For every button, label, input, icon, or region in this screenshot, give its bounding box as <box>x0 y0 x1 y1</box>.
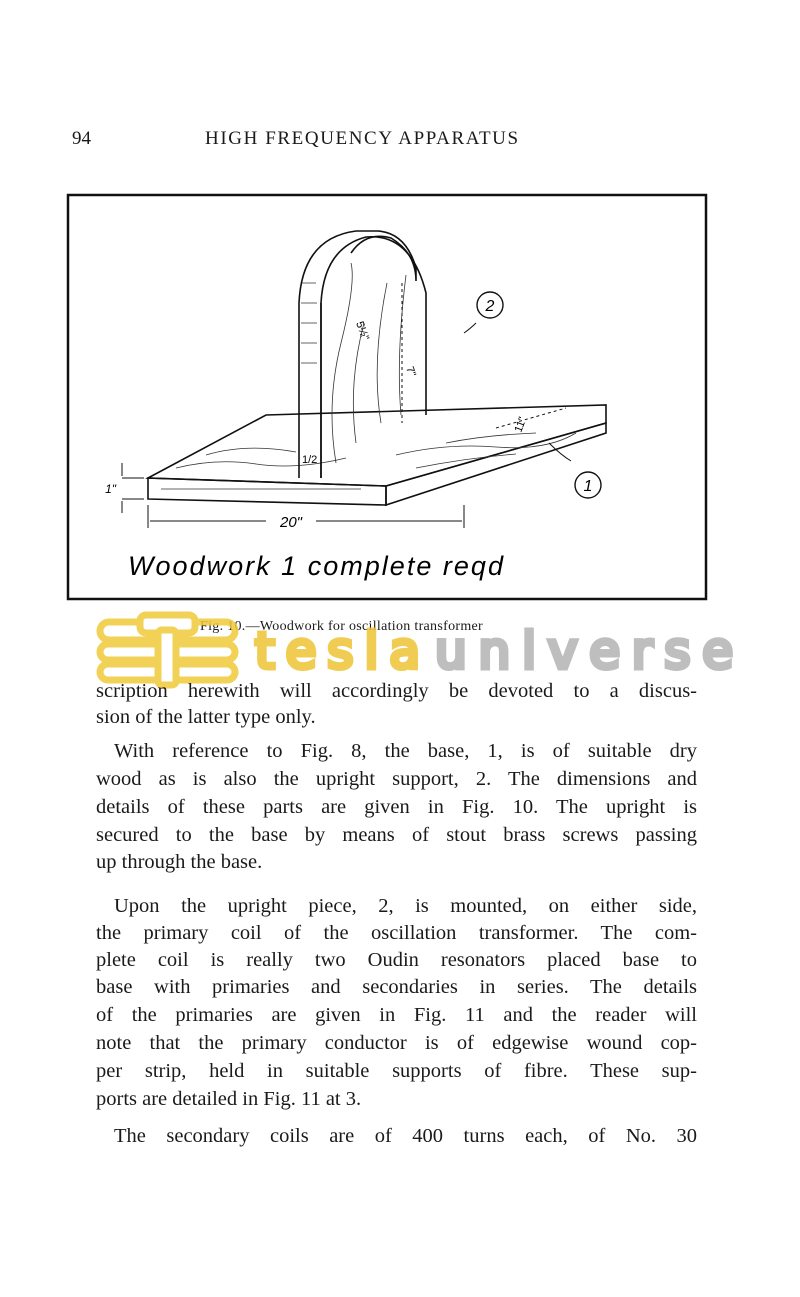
text-line: secured to the base by means of stout brass screws passing <box>96 824 697 846</box>
watermark-universe: universe <box>435 622 733 680</box>
tesla-t-logo-icon <box>100 615 235 685</box>
text-line: of the primaries are given in Fig. 11 and the reader will <box>96 1004 697 1026</box>
text-line: base with primaries and secondaries in series. The details <box>96 976 697 998</box>
label-note: Woodwork 1 complete reqd <box>128 551 503 581</box>
running-title: HIGH FREQUENCY APPARATUS <box>205 128 520 149</box>
label-thickness-base: 1" <box>105 482 116 496</box>
page-number: 94 <box>72 128 91 149</box>
text-line: per strip, held in suitable supports of fibre. These sup- <box>96 1060 697 1082</box>
text-line: details of these parts are given in Fig. 10. The upright is <box>96 796 697 818</box>
label-part-2: 2 <box>485 298 495 315</box>
upright-support <box>299 231 426 478</box>
label-width-base: 11" <box>512 415 530 435</box>
text-line: sion of the latter type only. <box>96 706 316 728</box>
text-line: The secondary coils are of 400 turns each, of No. 30 <box>114 1125 697 1147</box>
text-line: the primary coil of the oscillation transformer. The com- <box>96 922 697 944</box>
text-line: With reference to Fig. 8, the base, 1, is of suitable dry <box>114 740 697 762</box>
label-thickness-upright: 1/2 <box>302 454 318 466</box>
text-line: up through the base. <box>96 851 263 873</box>
text-line: ports are detailed in Fig. 11 at 3. <box>96 1088 362 1110</box>
base-board <box>148 405 606 505</box>
watermark-tesla: tesla <box>255 622 420 680</box>
figure-frame <box>68 195 706 599</box>
label-length-base: 20" <box>279 514 303 531</box>
figure-woodwork-drawing <box>66 193 708 601</box>
text-line: note that the primary conductor is of edgewise wound cop- <box>96 1032 697 1054</box>
text-line: plete coil is really two Oudin resonators placed base to <box>96 949 697 971</box>
label-radius: 5½" <box>353 319 372 343</box>
figure-caption: Fig. 10.—Woodwork for oscillation transformer <box>200 619 483 634</box>
label-part-1: 1 <box>583 478 593 495</box>
text-line: scription herewith will accordingly be devoted to a discus- <box>96 680 697 702</box>
text-line: wood as is also the upright support, 2. The dimensions and <box>96 768 697 790</box>
text-line: Upon the upright piece, 2, is mounted, on either side, <box>114 895 697 917</box>
label-height: 7" <box>403 364 418 379</box>
